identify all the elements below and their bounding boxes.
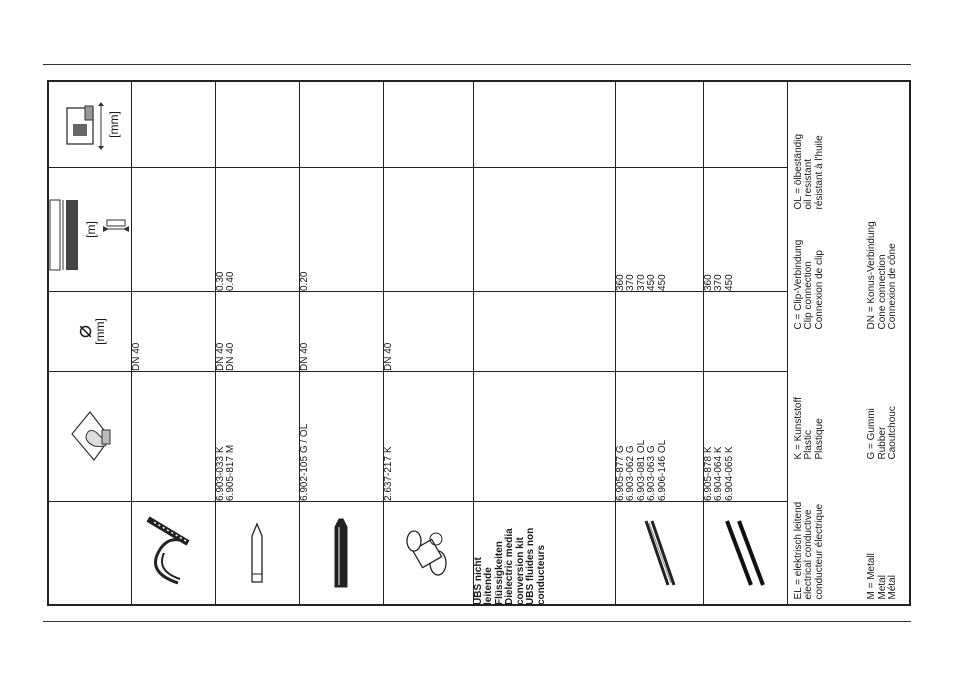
table-row — [473, 82, 615, 606]
legend-col-4: OL = ölbeständig oil resistant résistant à l'huile — [792, 133, 825, 210]
diameter-cell — [473, 292, 615, 372]
width-cell — [703, 82, 787, 168]
length-cell: 360 370 450 — [703, 168, 787, 292]
width-cell — [131, 82, 215, 168]
table-row — [215, 82, 299, 606]
table-row — [615, 82, 703, 606]
length-unit: [m] — [84, 221, 98, 238]
width-cell — [615, 82, 703, 168]
table-row — [131, 82, 215, 606]
header-diameter-cell — [48, 292, 132, 372]
adapter-icon — [398, 524, 458, 584]
length-tools-icon — [48, 185, 82, 275]
legend-col-3: C = Clip-Verbindung Clip connection Connexion de clip DN = Konus-Verbindung Cone connection Connexion de cône — [792, 221, 898, 330]
accessories-table — [47, 82, 909, 606]
width-cell — [383, 82, 473, 168]
length-cell — [383, 168, 473, 292]
table-row — [703, 82, 787, 606]
rubber-strips-icon — [717, 514, 773, 594]
part-number-cell: 6.905-878 K 6.904-064 K 6.904-065 K — [703, 372, 787, 502]
nozzle-hand-icon — [64, 407, 114, 467]
floor-nozzle-icon — [59, 95, 109, 155]
header-image-cell — [48, 502, 132, 606]
ubs-description: UBS nicht leitende Flüssigkeiten Dielectric media conversion kit UBS fluides non conducteurs — [473, 502, 615, 606]
length-cell — [131, 168, 215, 292]
diameter-cell: DN 40 — [383, 292, 473, 372]
header-length-cell — [48, 168, 132, 292]
header-row — [48, 82, 132, 606]
width-cell — [299, 82, 383, 168]
length-cell: 0.30 0.40 — [215, 168, 299, 292]
squeegee-strips-icon — [634, 514, 684, 594]
legend-col-1: EL = elektrisch leitend electrical conductive conducteur électrique M = Metall Metal Métal — [792, 501, 898, 600]
width-unit: [mm] — [107, 111, 121, 138]
legend-col-2: K = Kunststoff Plastic Plastique G = Gummi Rubber Caoutchouc — [792, 397, 898, 460]
table-row — [299, 82, 383, 606]
diameter-unit: [mm] — [93, 318, 107, 345]
legend — [788, 82, 932, 606]
crevice-tool-icon — [242, 519, 272, 589]
part-number-cell — [473, 372, 615, 502]
length-cell: 0.20 — [299, 168, 383, 292]
crevice-length-icon — [101, 205, 131, 255]
part-number-cell: 6.903-033 K 6.905-817 M — [215, 372, 299, 502]
diameter-cell: DN 40 — [131, 292, 215, 372]
header-partnumber-cell — [48, 372, 132, 502]
top-rule — [43, 64, 911, 65]
legend-row — [787, 82, 931, 606]
part-number-cell: 2.637-217 K — [383, 372, 473, 502]
part-number-cell: 6.902-105 G / OL — [299, 372, 383, 502]
accessories-grid — [47, 81, 931, 606]
diameter-symbol: ⌀ — [71, 324, 96, 339]
diameter-cell: DN 40 — [299, 292, 383, 372]
diameter-cell — [703, 292, 787, 372]
length-cell: 360 370 370 450 450 — [615, 168, 703, 292]
diameter-cell: DN 40 DN 40 — [215, 292, 299, 372]
diameter-cell — [615, 292, 703, 372]
hose-with-handle-icon — [138, 514, 208, 594]
part-number-cell — [131, 372, 215, 502]
bottom-rule — [43, 621, 911, 622]
flat-crevice-icon — [326, 514, 356, 594]
part-number-cell: 6.905-877 G 6.903-062 G 6.903-081 OL 6.903-063 G 6.906-146 OL — [615, 372, 703, 502]
header-width-cell — [48, 82, 132, 168]
width-cell — [215, 82, 299, 168]
length-cell — [473, 168, 615, 292]
table-row — [383, 82, 473, 606]
width-cell — [473, 82, 615, 168]
